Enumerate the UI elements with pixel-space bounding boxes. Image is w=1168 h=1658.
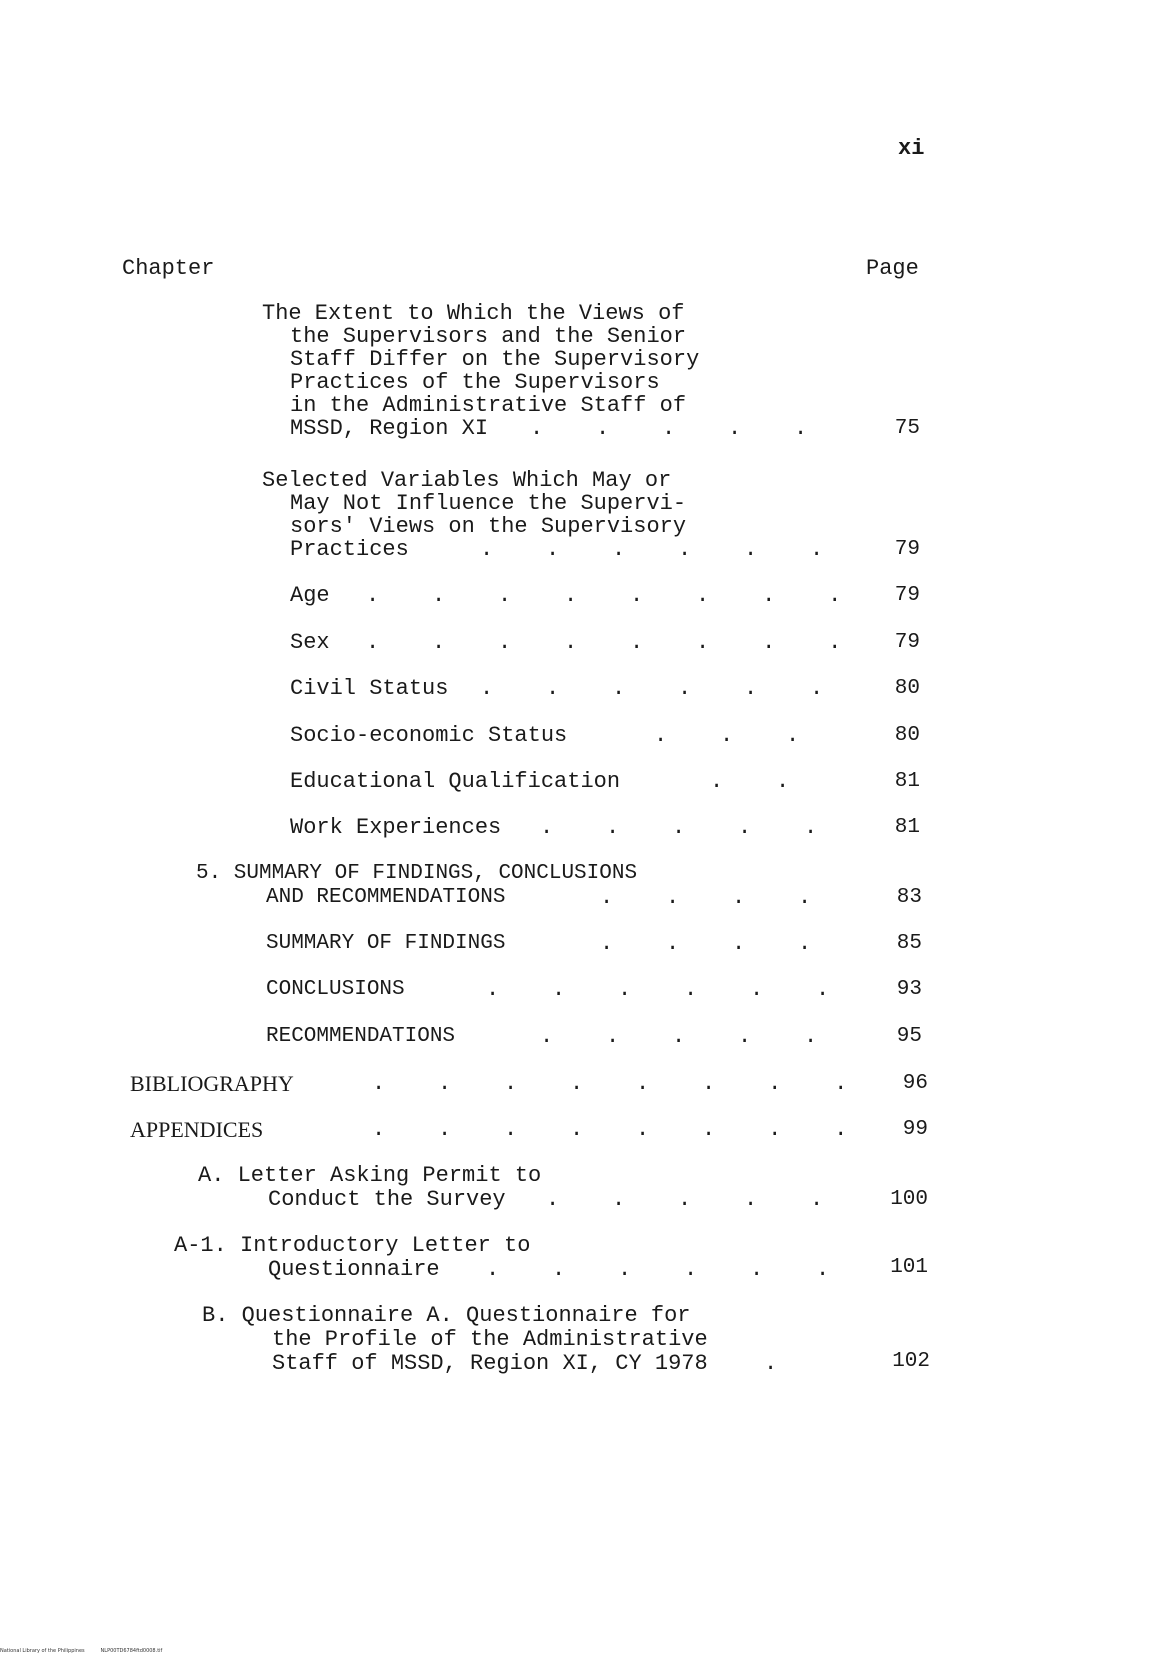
page-number: xi (898, 136, 925, 161)
entry-line: in the Administrative Staff of (290, 393, 687, 418)
entry-page-number: 85 (896, 932, 922, 955)
entry-page-number: 81 (894, 770, 920, 793)
entry-line: BIBLIOGRAPHY (130, 1071, 294, 1096)
entry-page-number: 81 (894, 816, 920, 839)
dot-leader: . . (710, 769, 790, 794)
entry-line: Socio-economic Status (290, 723, 568, 748)
entry-line: Educational Qualification (290, 769, 621, 794)
entry-page-number: 79 (894, 538, 920, 561)
entry-page-number: 102 (892, 1350, 930, 1373)
dot-leader: . . . . . . . . (372, 1117, 848, 1142)
entry-line: A. Letter Asking Permit to (198, 1163, 542, 1188)
dot-leader: . . . . (600, 931, 812, 956)
dot-leader: . . . (654, 723, 800, 748)
entry-line: Questionnaire (268, 1257, 440, 1282)
footer-file: NLP00TD6784ftd0008.tif (100, 1648, 163, 1654)
entry-line: Civil Status (290, 676, 449, 701)
entry-line: the Supervisors and the Senior (290, 324, 687, 349)
entry-line: Staff of MSSD, Region XI, CY 1978 (272, 1351, 708, 1376)
entry-line: Staff Differ on the Supervisory (290, 347, 700, 372)
entry-page-number: 80 (894, 724, 920, 747)
entry-line: A-1. Introductory Letter to (174, 1233, 531, 1258)
dot-leader: . . . . . (530, 416, 808, 441)
dot-leader: . . . . . . (480, 676, 824, 701)
entry-page-number: 80 (894, 677, 920, 700)
entry-line: Age (290, 583, 330, 608)
entry-line: Work Experiences (290, 815, 502, 840)
scan-footer (0, 1648, 162, 1654)
dot-leader: . . . . . . (480, 537, 824, 562)
entry-line: MSSD, Region XI (290, 416, 489, 441)
entry-line: CONCLUSIONS (266, 978, 405, 1001)
entry-page-number: 96 (902, 1072, 928, 1095)
dot-leader: . . . . . (546, 1187, 824, 1212)
dot-leader: . (764, 1351, 778, 1376)
entry-line: sors' Views on the Supervisory (290, 514, 687, 539)
entry-line: Practices (290, 537, 409, 562)
entry-line: Sex (290, 630, 330, 655)
entry-line: 5. SUMMARY OF FINDINGS, CONCLUSIONS (196, 862, 638, 885)
entry-line: Selected Variables Which May or (262, 468, 672, 493)
entry-page-number: 79 (894, 631, 920, 654)
entry-page-number: 100 (890, 1188, 928, 1211)
page-column-label: Page (866, 256, 919, 281)
entry-line: RECOMMENDATIONS (266, 1025, 456, 1048)
entry-line: SUMMARY OF FINDINGS (266, 932, 506, 955)
entry-page-number: 75 (894, 417, 920, 440)
dot-leader: . . . . (600, 885, 812, 910)
entry-page-number: 83 (896, 886, 922, 909)
entry-page-number: 95 (896, 1025, 922, 1048)
chapter-column-label: Chapter (122, 256, 215, 281)
entry-line: APPENDICES (130, 1117, 264, 1142)
entry-line: May Not Influence the Supervi- (290, 491, 687, 516)
entry-page-number: 99 (902, 1118, 928, 1141)
dot-leader: . . . . . . (486, 1257, 830, 1282)
entry-line: Conduct the Survey (268, 1187, 506, 1212)
footer-library: National Library of the Philippines (0, 1648, 85, 1654)
entry-line: AND RECOMMENDATIONS (266, 886, 506, 909)
dot-leader: . . . . . (540, 1024, 818, 1049)
dot-leader: . . . . . . . . (372, 1071, 848, 1096)
dot-leader: . . . . . (540, 815, 818, 840)
dot-leader: . . . . . . . . (366, 630, 842, 655)
entry-page-number: 101 (890, 1256, 928, 1279)
entry-line: the Profile of the Administrative (272, 1327, 708, 1352)
dot-leader: . . . . . . (486, 977, 830, 1002)
entry-line: B. Questionnaire A. Questionnaire for (202, 1303, 691, 1328)
entry-page-number: 79 (894, 584, 920, 607)
entry-line: The Extent to Which the Views of (262, 301, 685, 326)
entry-page-number: 93 (896, 978, 922, 1001)
entry-line: Practices of the Supervisors (290, 370, 660, 395)
dot-leader: . . . . . . . . (366, 583, 842, 608)
